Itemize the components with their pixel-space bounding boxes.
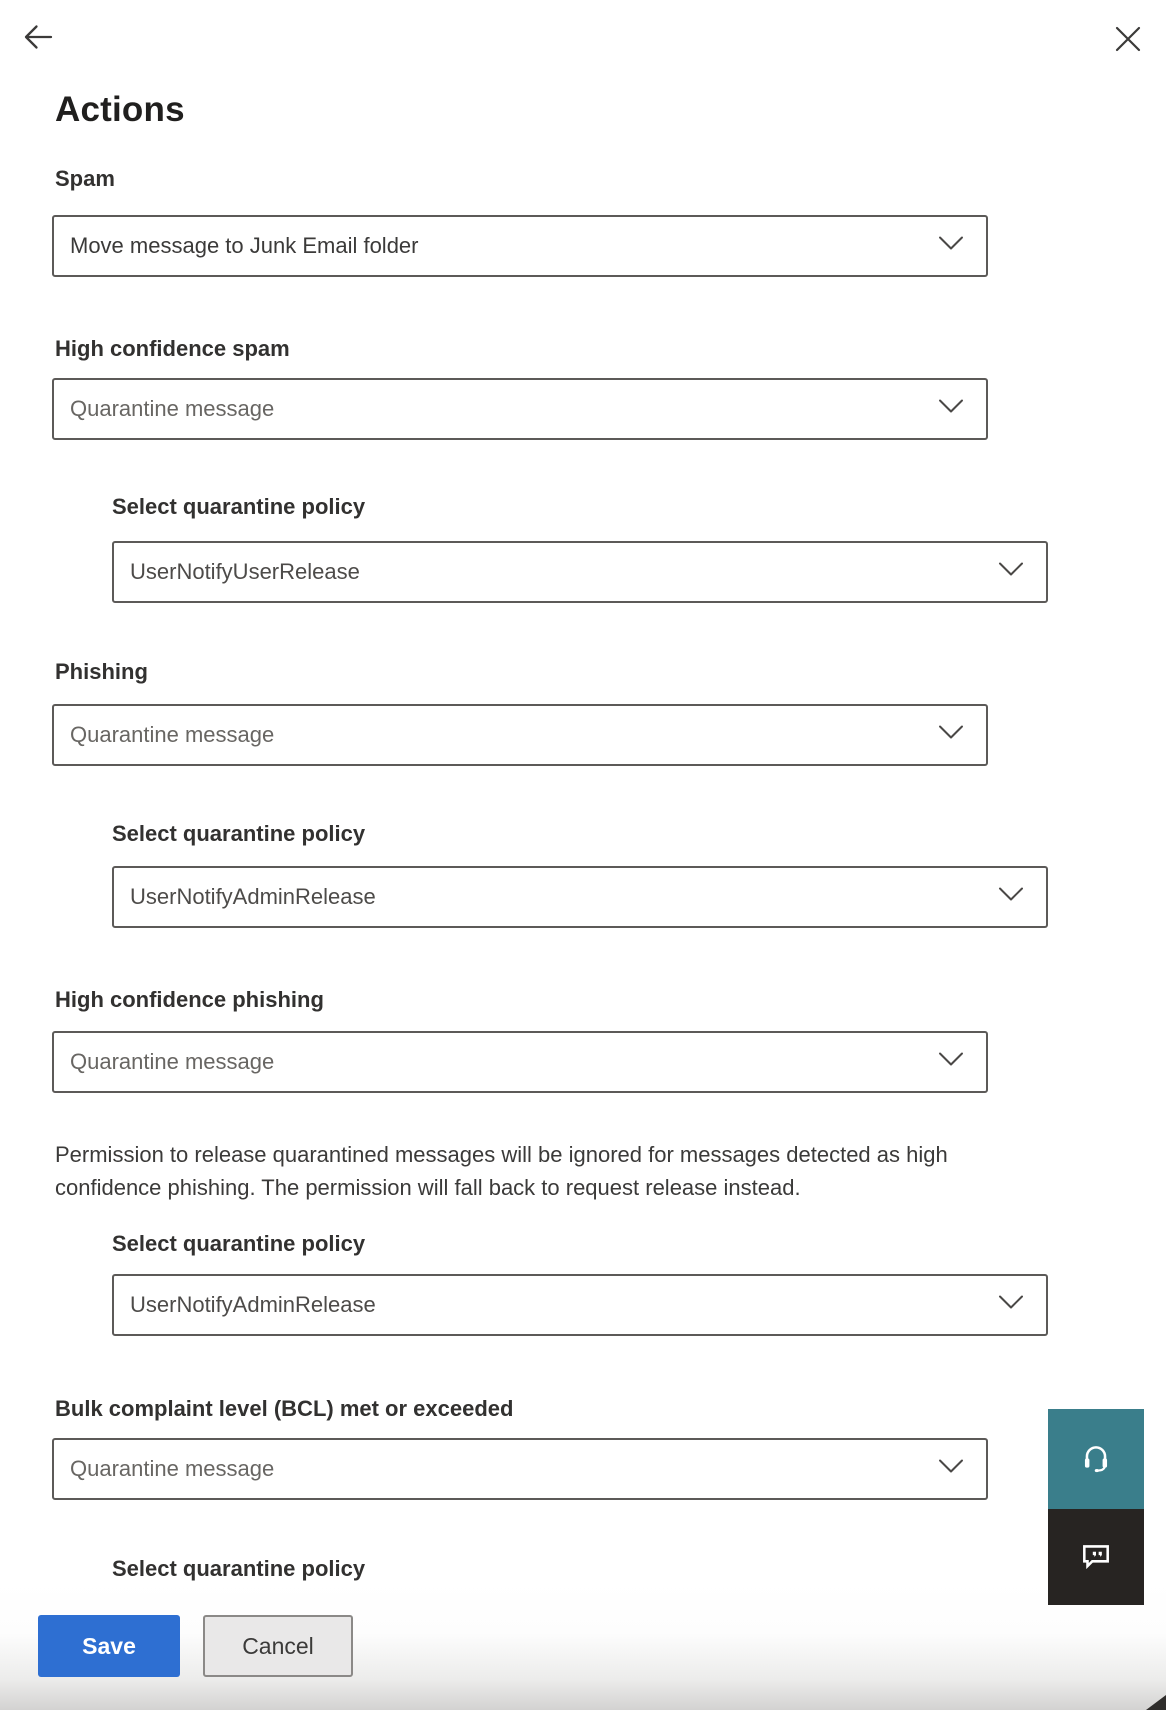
hcp-quarantine-policy-select[interactable] (112, 1274, 1048, 1336)
chevron-down-icon (938, 1459, 964, 1480)
cancel-button[interactable]: Cancel (203, 1615, 353, 1677)
phishing-action-select[interactable] (52, 704, 988, 766)
hcs-quarantine-policy-select[interactable] (112, 541, 1048, 603)
field-label-high-confidence-spam: High confidence spam (55, 336, 290, 361)
arrow-left-icon (21, 20, 55, 57)
select-value: UserNotifyAdminRelease (130, 884, 376, 909)
field-label-quarantine-policy: Select quarantine policy (112, 494, 366, 519)
field-label-quarantine-policy: Select quarantine policy (112, 821, 366, 846)
headset-icon (1079, 1441, 1113, 1478)
help-button[interactable] (1048, 1409, 1144, 1509)
field-label-spam: Spam (55, 166, 115, 191)
field-label-quarantine-policy-clipped: Select quarantine policy (112, 1556, 366, 1581)
bcl-action-select[interactable] (52, 1438, 988, 1500)
back-button[interactable] (18, 18, 58, 58)
select-value: Quarantine message (70, 1456, 275, 1481)
close-button[interactable] (1108, 20, 1148, 60)
select-value: Move message to Junk Email folder (70, 233, 419, 258)
corner-decoration (1146, 1695, 1166, 1710)
chevron-down-icon (938, 725, 964, 746)
phishing-quarantine-policy-select[interactable] (112, 866, 1048, 928)
chevron-down-icon (998, 562, 1024, 583)
chevron-down-icon (998, 887, 1024, 908)
field-label-quarantine-policy: Select quarantine policy (112, 1231, 366, 1256)
spam-action-select[interactable] (52, 215, 988, 277)
select-value: Quarantine message (70, 1049, 275, 1074)
chevron-down-icon (938, 1052, 964, 1073)
select-value: UserNotifyAdminRelease (130, 1292, 376, 1317)
feedback-chat-button[interactable] (1048, 1509, 1144, 1605)
field-label-high-confidence-phishing: High confidence phishing (55, 987, 324, 1012)
field-label-phishing: Phishing (55, 659, 148, 684)
chevron-down-icon (998, 1295, 1024, 1316)
page-title: Actions (55, 90, 185, 129)
select-value: Quarantine message (70, 722, 275, 747)
select-value: Quarantine message (70, 396, 275, 421)
chat-bubble-icon (1079, 1539, 1113, 1576)
high-confidence-phishing-action-select[interactable] (52, 1031, 988, 1093)
select-value: UserNotifyUserRelease (130, 559, 360, 584)
hcp-permission-note: Permission to release quarantined messages will be ignored for messages detected as high confidence phishing. The permission will fall back to request release instead. (55, 1142, 948, 1200)
high-confidence-spam-action-select[interactable] (52, 378, 988, 440)
close-icon (1113, 24, 1143, 57)
chevron-down-icon (938, 399, 964, 420)
chevron-down-icon (938, 236, 964, 257)
save-button[interactable]: Save (38, 1615, 180, 1677)
field-label-bcl: Bulk complaint level (BCL) met or exceeded (55, 1396, 514, 1421)
